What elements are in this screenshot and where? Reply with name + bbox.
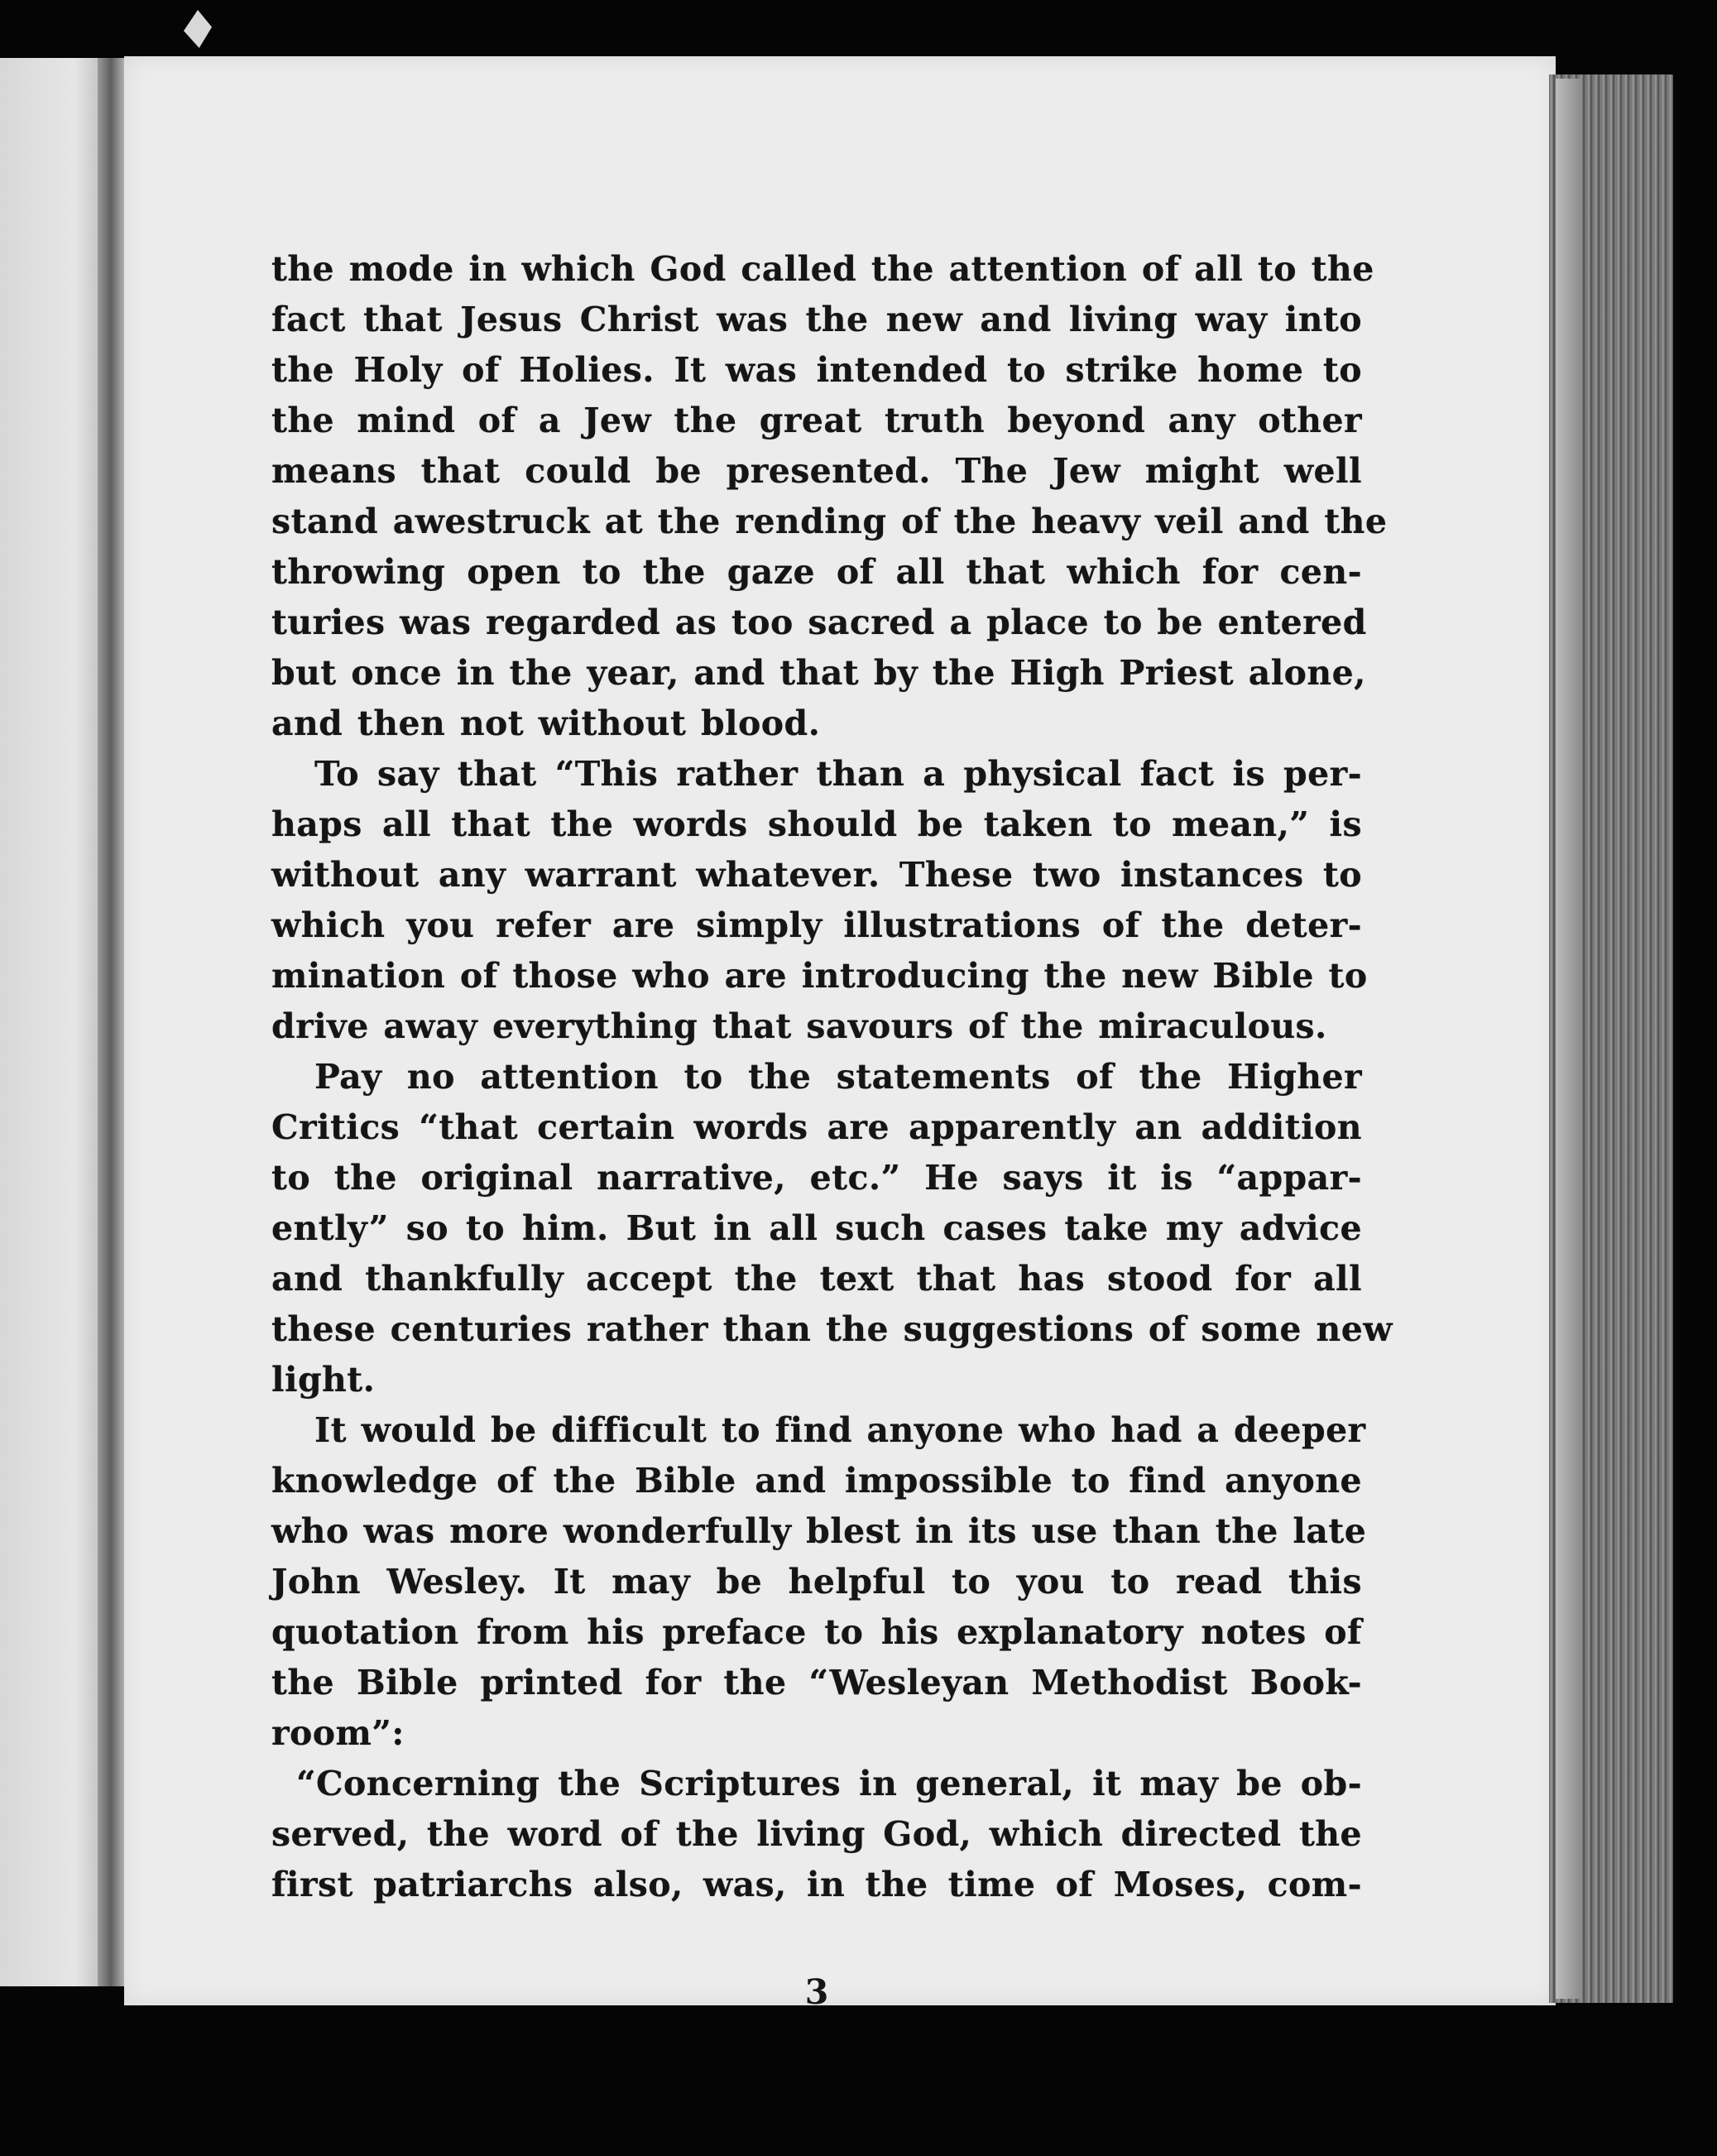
- text-line: the Bible printed for the “Wesleyan Methodist Book-: [271, 1663, 1362, 1702]
- text-line: John Wesley. It may be helpful to you to read this: [271, 1562, 1362, 1601]
- text-line: first patriarchs also, was, in the time of Moses, com-: [271, 1865, 1362, 1904]
- scan-corner-mark: [184, 10, 212, 48]
- text-line: to the original narrative, etc.” He says it is “appar-: [271, 1158, 1362, 1198]
- text-line: knowledge of the Bible and impossible to find anyone: [271, 1461, 1362, 1501]
- text-line: the Holy of Holies. It was intended to strike home to: [271, 350, 1362, 390]
- text-line: served, the word of the living God, which directed the: [271, 1814, 1362, 1854]
- text-line: light.: [271, 1360, 376, 1400]
- text-line: the mind of a Jew the great truth beyond any other: [271, 401, 1362, 440]
- text-line: Critics “that certain words are apparently an addition: [271, 1107, 1362, 1147]
- text-line: means that could be presented. The Jew might well: [271, 451, 1362, 491]
- text-line: It would be difficult to find anyone who had a deeper: [314, 1410, 1366, 1450]
- text-line: mination of those who are introducing the new Bible to: [271, 956, 1368, 996]
- text-line: drive away everything that savours of the miraculous.: [271, 1006, 1327, 1046]
- text-line: ently” so to him. But in all such cases take my advice: [271, 1208, 1362, 1248]
- text-line: these centuries rather than the suggestions of some new: [271, 1309, 1393, 1349]
- text-line: and then not without blood.: [271, 703, 821, 743]
- text-line: room”:: [271, 1713, 405, 1753]
- page-body-text: [271, 244, 1393, 1910]
- text-line: who was more wonderfully blest in its use than the late: [271, 1511, 1367, 1551]
- text-line: and thankfully accept the text that has stood for all: [271, 1259, 1362, 1299]
- page-number: 3: [804, 1972, 829, 2012]
- text-line: the mode in which God called the attention of all to the: [271, 249, 1374, 289]
- text-line: stand awestruck at the rending of the heavy veil and the: [271, 502, 1388, 541]
- text-line: fact that Jesus Christ was the new and living way into: [271, 300, 1362, 339]
- text-line: turies was regarded as too sacred a place to be entered: [271, 603, 1367, 642]
- page-stack-highlight: [1556, 79, 1580, 1999]
- book-gutter: [98, 58, 124, 1986]
- text-line: throwing open to the gaze of all that which for cen-: [271, 552, 1362, 592]
- text-line: quotation from his preface to his explanatory notes of: [271, 1612, 1362, 1652]
- text-line: Pay no attention to the statements of the Higher: [314, 1057, 1362, 1097]
- text-line: but once in the year, and that by the High Priest alone,: [271, 653, 1366, 693]
- text-line: haps all that the words should be taken to mean,” is: [271, 804, 1362, 844]
- text-line: To say that “This rather than a physical fact is per-: [314, 754, 1362, 794]
- text-line: “Concerning the Scriptures in general, it may be ob-: [296, 1764, 1362, 1803]
- text-line: which you refer are simply illustrations of the deter-: [271, 905, 1362, 945]
- text-line: without any warrant whatever. These two instances to: [271, 855, 1362, 895]
